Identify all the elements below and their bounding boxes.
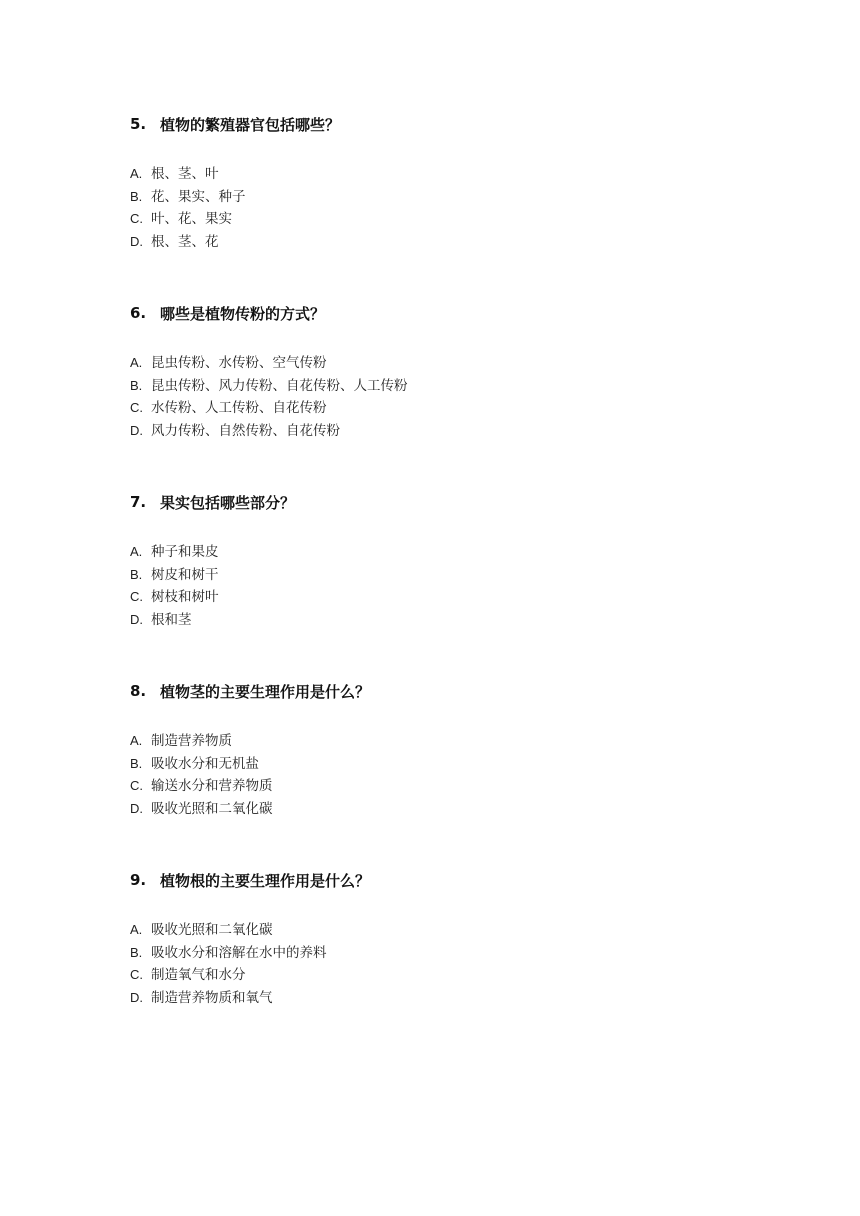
option-letter: B. [130,755,143,771]
option-letter: D. [130,612,143,628]
option-text: 根、茎、花 [151,234,219,251]
option-a [130,541,750,564]
option-letter: B. [130,377,143,393]
question-number: 7. [130,493,147,511]
option-letter: D. [130,423,143,439]
option-c [130,586,750,609]
option-text: 制造氧气和水分 [151,967,246,984]
question-text: 果实包括哪些部分？ [160,493,296,512]
option-text: 昆虫传粉、风力传粉、自花传粉、人工传粉 [151,377,408,394]
option-list [130,541,750,632]
question-title [130,869,750,891]
option-text: 树皮和树干 [151,566,219,583]
option-letter: A. [130,544,143,559]
option-c [130,397,750,420]
question-title [130,302,750,324]
option-a [130,163,750,186]
question-number: 6. [130,304,147,322]
option-d [130,231,750,254]
option-d [130,987,750,1010]
question-text: 植物根的主要生理作用是什么？ [160,871,371,890]
option-letter: C. [130,778,143,794]
question-title [130,680,750,702]
option-a [130,730,750,753]
question-title [130,113,750,135]
option-text: 树枝和树叶 [151,589,219,606]
option-b [130,564,750,587]
option-text: 制造营养物质和氧气 [151,990,273,1007]
option-letter: A. [130,166,143,181]
option-b [130,186,750,209]
option-text: 吸收光照和二氧化碳 [151,801,273,818]
option-c [130,775,750,798]
option-d [130,609,750,632]
option-letter: A. [130,733,143,748]
option-d [130,420,750,443]
option-b [130,375,750,398]
option-text: 叶、花、果实 [151,211,232,228]
question-8 [130,680,750,821]
question-6 [130,302,750,443]
option-c [130,964,750,987]
question-number: 5. [130,115,147,133]
option-letter: D. [130,990,143,1006]
option-list [130,919,750,1010]
option-text: 水传粉、人工传粉、自花传粉 [151,400,327,417]
question-number: 8. [130,682,147,700]
option-text: 制造营养物质 [151,733,232,749]
option-text: 吸收水分和溶解在水中的养料 [151,944,327,961]
question-title [130,491,750,513]
option-a [130,919,750,942]
option-letter: D. [130,234,143,250]
option-letter: D. [130,801,143,817]
option-text: 种子和果皮 [151,544,219,560]
question-text: 哪些是植物传粉的方式？ [160,304,326,323]
option-text: 输送水分和营养物质 [151,778,273,795]
question-text: 植物茎的主要生理作用是什么？ [160,682,371,701]
option-text: 吸收水分和无机盐 [151,755,259,772]
option-list [130,352,750,443]
option-b [130,942,750,965]
option-text: 吸收光照和二氧化碳 [151,922,273,938]
option-list [130,163,750,254]
option-letter: C. [130,400,143,416]
option-list [130,730,750,821]
option-text: 根、茎、叶 [151,166,219,182]
option-c [130,208,750,231]
question-5 [130,113,750,254]
option-letter: A. [130,355,143,370]
question-9 [130,869,750,1010]
option-letter: C. [130,211,143,227]
option-d [130,798,750,821]
question-number: 9. [130,871,147,889]
option-text: 风力传粉、自然传粉、自花传粉 [151,423,340,440]
option-letter: C. [130,967,143,983]
option-a [130,352,750,375]
option-text: 花、果实、种子 [151,188,246,205]
option-letter: A. [130,922,143,937]
option-letter: B. [130,188,143,204]
option-letter: B. [130,566,143,582]
question-7 [130,491,750,632]
option-text: 昆虫传粉、水传粉、空气传粉 [151,355,327,371]
option-text: 根和茎 [151,612,192,629]
option-letter: C. [130,589,143,605]
option-b [130,753,750,776]
question-text: 植物的繁殖器官包括哪些？ [160,115,341,134]
option-letter: B. [130,944,143,960]
